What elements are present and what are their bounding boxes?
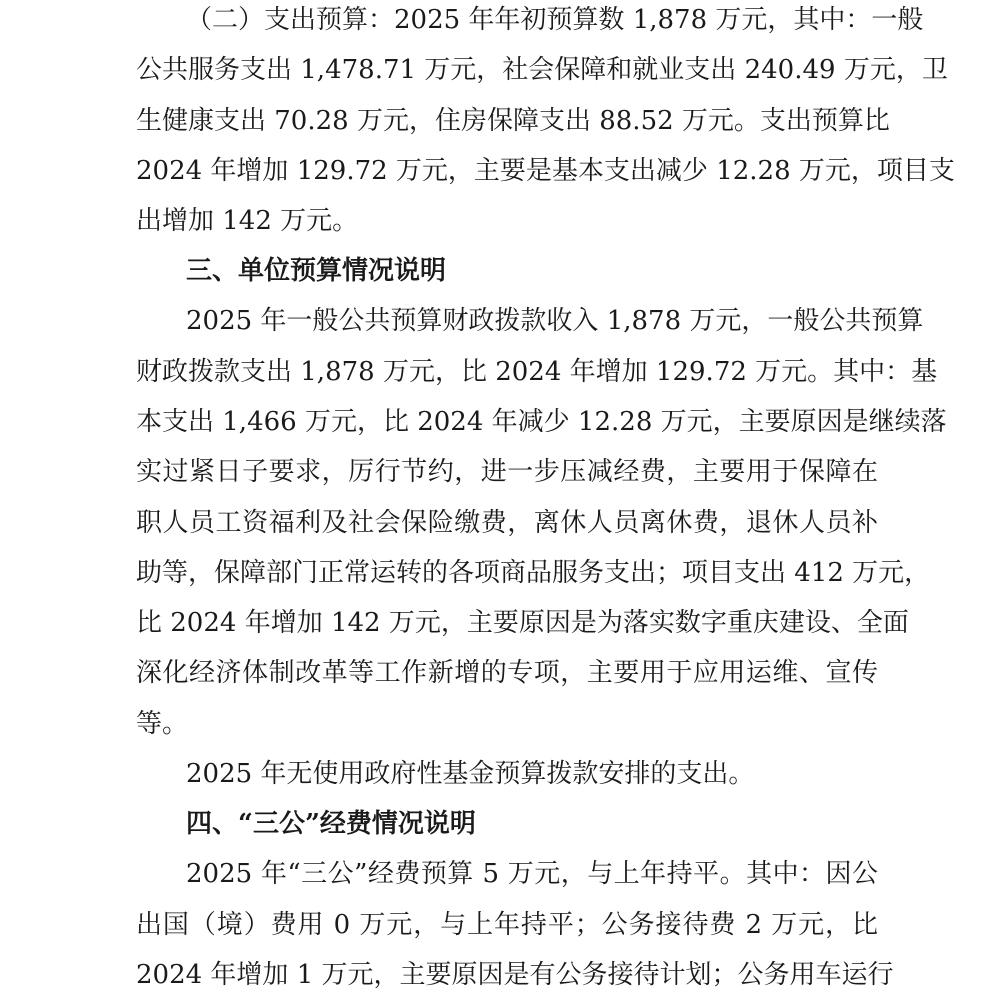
text-line: （二）支出预算：2025 年年初预算数 1,878 万元，其中：一般 [186,5,924,35]
text-line: 2025 年一般公共预算财政拨款收入 1,878 万元，一般公共预算 [186,306,924,336]
section-heading: 三、单位预算情况说明 [186,256,447,286]
text-line: 2024 年增加 129.72 万元，主要是基本支出减少 12.28 万元，项目支 [136,156,955,186]
text-line: 出国（境）费用 0 万元，与上年持平；公务接待费 2 万元，比 [136,910,878,940]
text-line: 实过紧日子要求，厉行节约，进一步压减经费，主要用于保障在 [136,457,878,487]
text-line: 出增加 142 万元。 [136,206,359,236]
section-heading: 四、“三公”经费情况说明 [186,809,476,839]
text-line: 助等，保障部门正常运转的各项商品服务支出；项目支出 412 万元， [136,558,931,588]
text-line: 深化经济体制改革等工作新增的专项，主要用于应用运维、宣传 [136,658,878,688]
text-line: 2025 年“三公”经费预算 5 万元，与上年持平。其中：因公 [186,859,878,889]
text-line: 公共服务支出 1,478.71 万元，社会保障和就业支出 240.49 万元，卫 [136,55,948,85]
text-line: 职人员工资福利及社会保险缴费，离休人员离休费，退休人员补 [136,508,878,538]
text-line: 财政拨款支出 1,878 万元，比 2024 年增加 129.72 万元。其中：基 [136,357,938,387]
text-line: 等。 [136,709,189,739]
text-line: 2025 年无使用政府性基金预算拨款安排的支出。 [186,759,755,789]
text-line: 本支出 1,466 万元，比 2024 年减少 12.28 万元，主要原因是继续落 [136,407,947,437]
text-line: 比 2024 年增加 142 万元，主要原因是为落实数字重庆建设、全面 [136,608,909,638]
text-line: 生健康支出 70.28 万元，住房保障支出 88.52 万元。支出预算比 [136,106,890,136]
text-line: 2024 年增加 1 万元，主要原因是有公务接待计划；公务用车运行 [136,960,894,990]
